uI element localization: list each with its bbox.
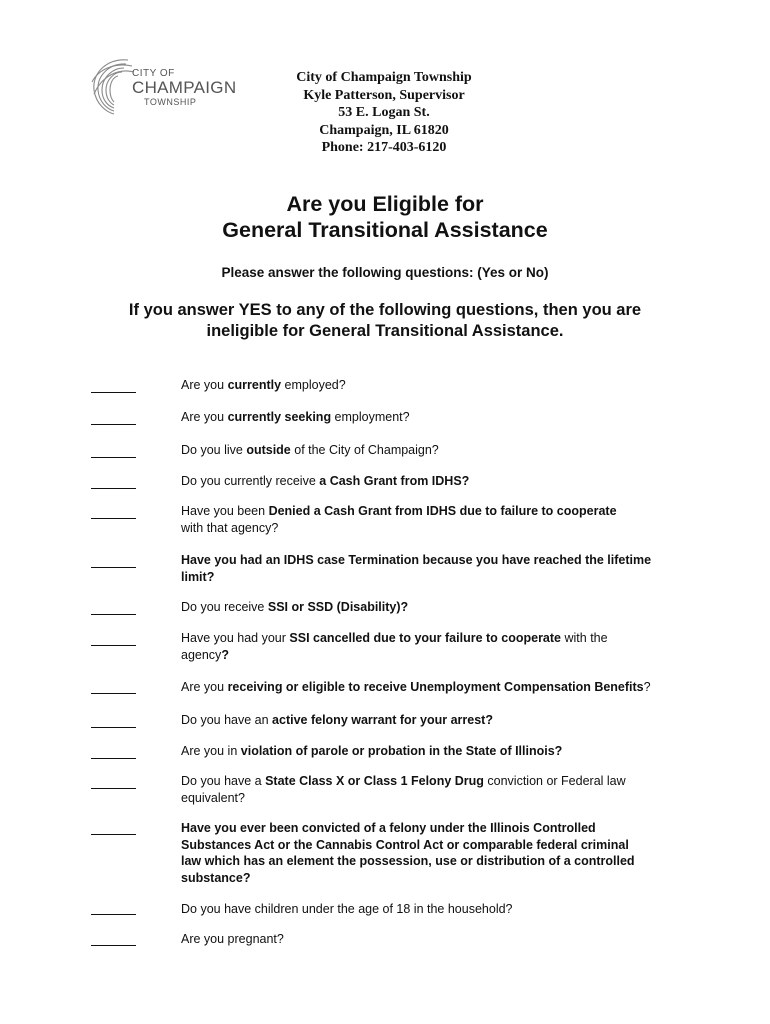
page-title	[0, 191, 770, 243]
logo-champaign-text: CHAMPAIGN	[132, 78, 237, 97]
question-text: Have you been Denied a Cash Grant from IDHS due to failure to cooperate with that agency?	[181, 504, 617, 535]
warning-line-2: ineligible for General Transitional Assistance.	[206, 322, 564, 340]
question-text: Have you had your SSI cancelled due to your failure to cooperate with the agency?	[181, 631, 608, 662]
question-text: Have you had an IDHS case Termination because you have reached the lifetime limit?	[181, 553, 652, 584]
organization-name: City of Champaign Township	[296, 70, 472, 85]
question-text: Have you ever been convicted of a felony under the Illinois Controlled Substances Act or the Cannabis Control Act or comparable federal criminal law which has an element the possession, use or distribution of a controlled substance?	[181, 821, 635, 885]
answer-blank[interactable]	[91, 944, 136, 946]
question-text: Do you currently receive a Cash Grant from IDHS?	[181, 474, 470, 488]
answer-blank[interactable]	[91, 456, 136, 458]
instruction-text: Please answer the following questions: (Yes or No)	[221, 265, 549, 280]
logo-township-text: TOWNSHIP	[144, 97, 197, 107]
swirl-logo-icon	[88, 54, 136, 118]
question-text: Are you currently employed?	[181, 378, 346, 392]
question-text: Do you live outside of the City of Champaign?	[181, 443, 439, 457]
answer-blank[interactable]	[91, 644, 136, 646]
answer-blank[interactable]	[91, 613, 136, 615]
answer-blank[interactable]	[91, 787, 136, 789]
title-line-1: Are you Eligible for	[286, 192, 484, 216]
phone-number: Phone: 217-403-6120	[321, 140, 447, 156]
answer-blank[interactable]	[91, 391, 136, 393]
eligibility-warning	[0, 300, 770, 342]
question-text: Do you have children under the age of 18 in the household?	[181, 902, 513, 916]
supervisor-name: Kyle Patterson, Supervisor	[303, 87, 465, 103]
question-text: Are you in violation of parole or probation in the State of Illinois?	[181, 744, 563, 758]
question-text: Are you currently seeking employment?	[181, 410, 410, 424]
answer-blank[interactable]	[91, 833, 136, 835]
question-text: Do you have an active felony warrant for your arrest?	[181, 713, 493, 727]
answer-blank[interactable]	[91, 566, 136, 568]
answer-blank[interactable]	[91, 692, 136, 694]
logo-wordmark	[132, 68, 236, 108]
question-text: Do you receive SSI or SSD (Disability)?	[181, 600, 409, 614]
township-logo	[88, 54, 238, 124]
city-state-zip: Champaign, IL 61820	[319, 122, 449, 138]
warning-line-1: If you answer YES to any of the following questions, then you are	[128, 301, 642, 319]
question-text: Do you have a State Class X or Class 1 Felony Drug conviction or Federal law equivalent?	[181, 774, 626, 805]
answer-blank[interactable]	[91, 423, 136, 425]
question-text: Are you pregnant?	[181, 932, 284, 946]
answer-blank[interactable]	[91, 913, 136, 915]
street-address: 53 E. Logan St.	[338, 105, 430, 121]
logo-city-text: CITY OF	[132, 68, 175, 79]
question-text: Are you receiving or eligible to receive Unemployment Compensation Benefits?	[181, 680, 651, 694]
answer-blank[interactable]	[91, 487, 136, 489]
answer-blank[interactable]	[91, 757, 136, 759]
answer-blank[interactable]	[91, 726, 136, 728]
title-line-2: General Transitional Assistance	[222, 218, 548, 242]
answer-blank[interactable]	[91, 517, 136, 519]
letterhead	[250, 69, 518, 157]
